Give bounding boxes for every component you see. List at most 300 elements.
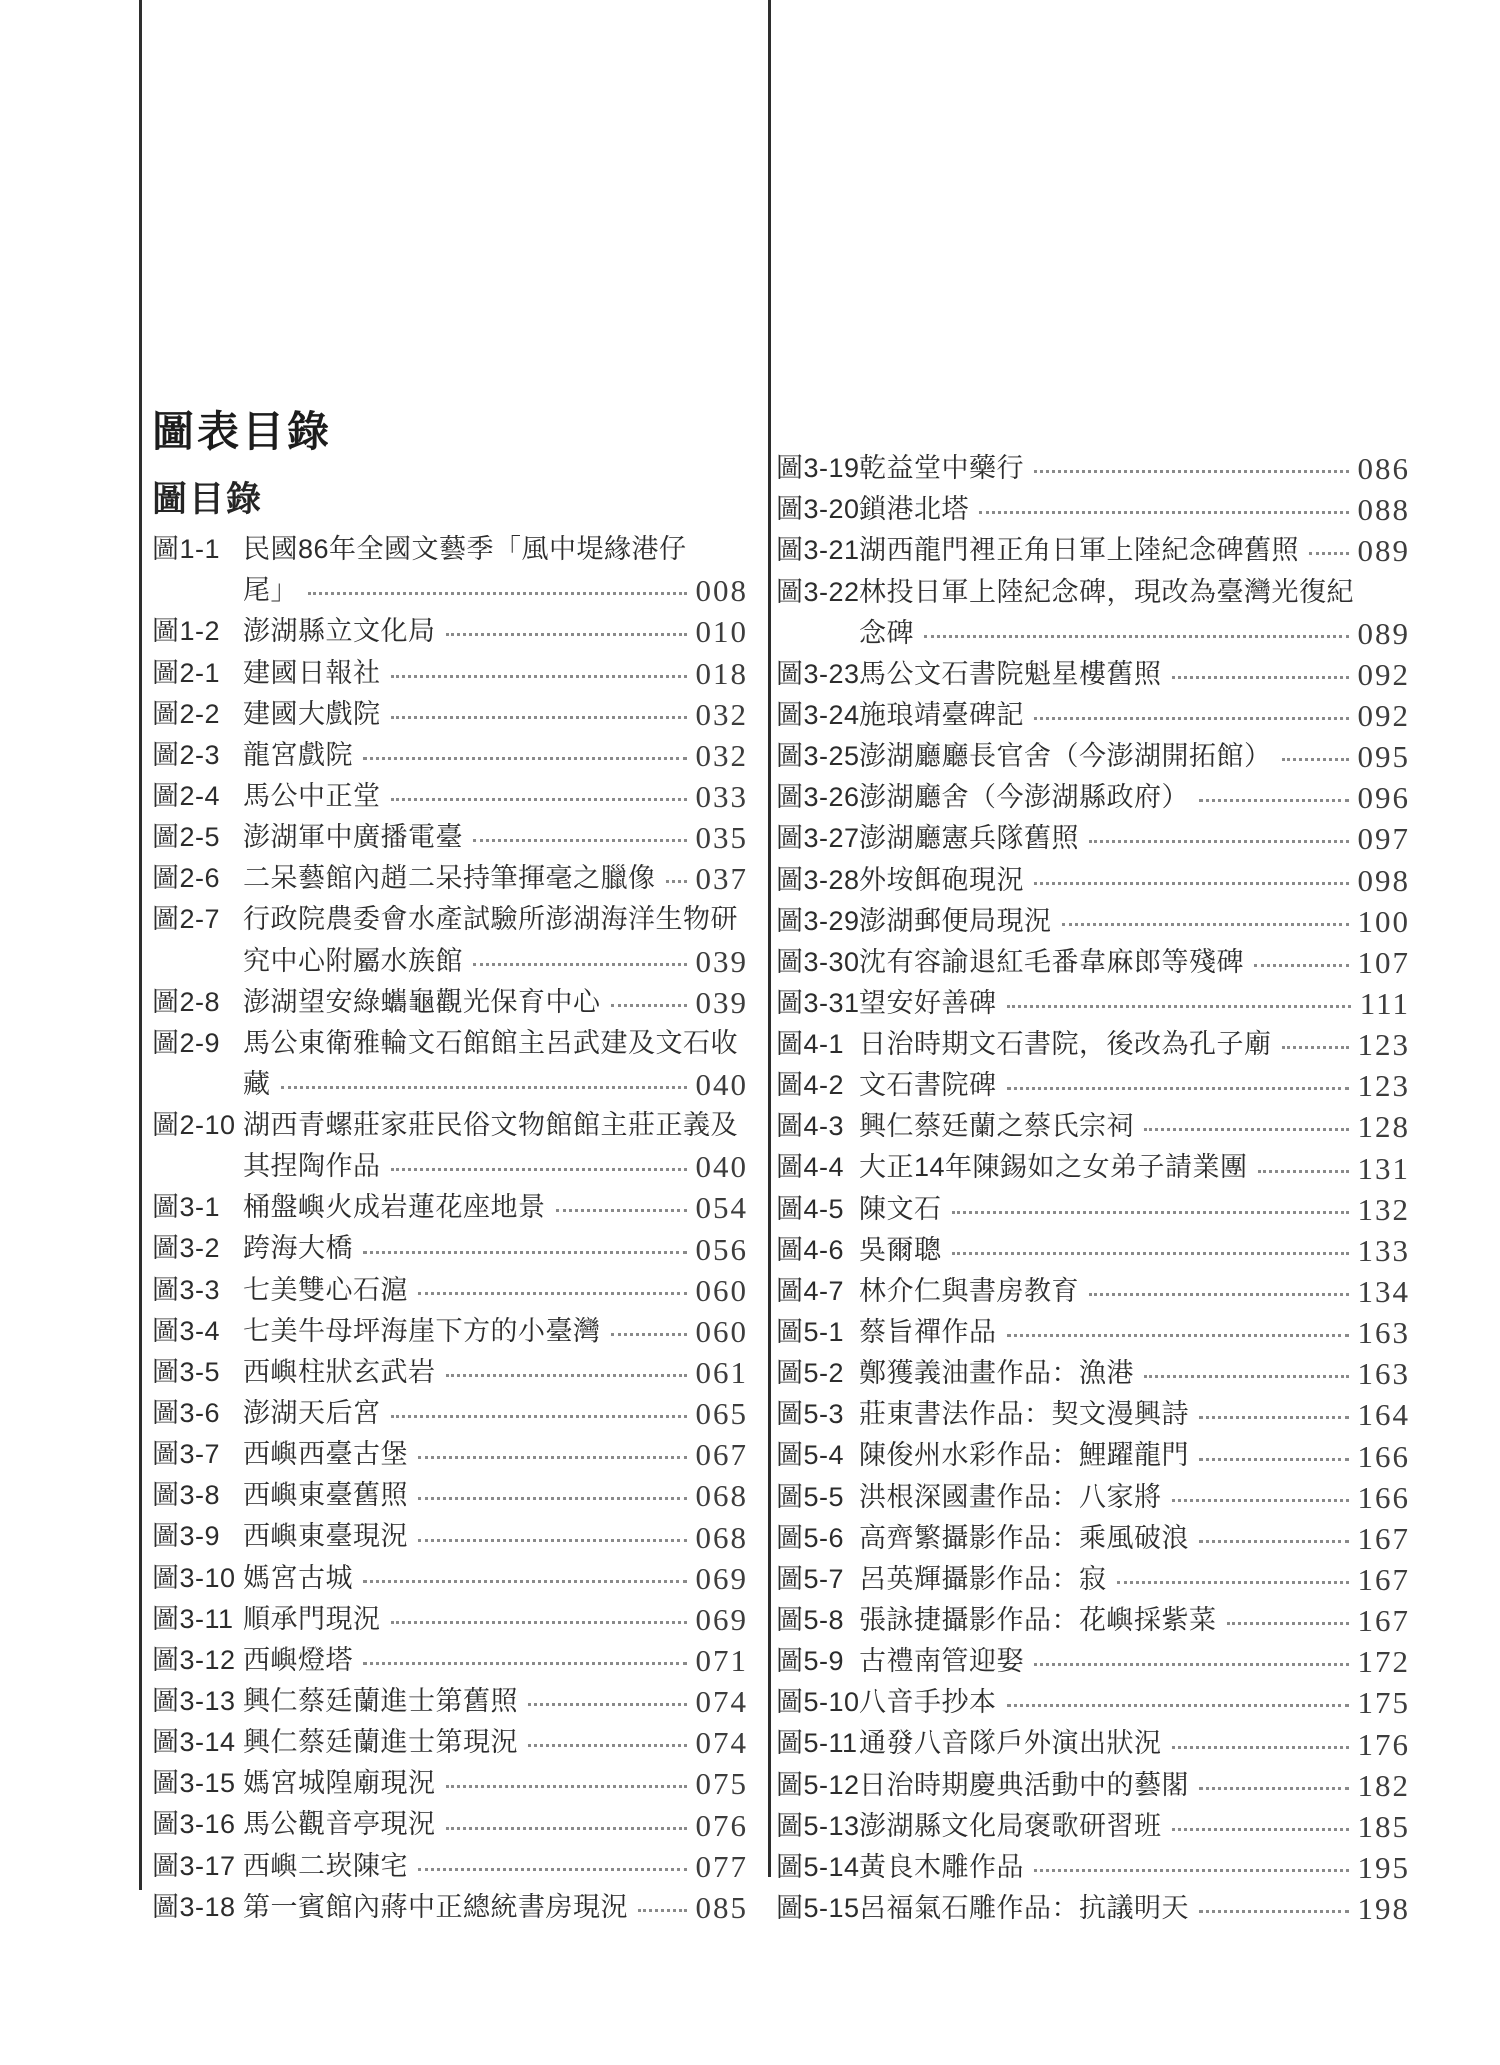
page-number: 100	[1357, 903, 1410, 939]
figure-title-text: 沈有容諭退紅毛番韋麻郎等殘碑	[859, 946, 1244, 977]
figure-title-text: 尾」	[243, 575, 298, 606]
figure-title-text: 西嶼二崁陳宅	[243, 1850, 408, 1881]
figure-number-label: 圖3-21	[776, 535, 860, 566]
page-number: 131	[1357, 1150, 1410, 1186]
dot-leader	[363, 1251, 687, 1254]
dot-leader	[1199, 1416, 1349, 1419]
figure-number-label: 圖3-16	[152, 1809, 236, 1840]
toc-entry-line	[776, 1472, 1410, 1513]
dot-leader	[391, 798, 687, 801]
figure-title-text: 澎湖天后宮	[243, 1398, 381, 1429]
figure-title-text: 馬公東衛雅輪文石館館主呂武建及文石收	[243, 1027, 738, 1058]
toc-entry-line	[152, 1059, 748, 1100]
figure-number-label: 圖4-3	[776, 1111, 845, 1142]
dot-leader	[924, 635, 1349, 638]
figure-title-text: 望安好善碑	[859, 987, 997, 1018]
figure-title-text: 第一賓館內蔣中正總統書房現況	[243, 1891, 628, 1922]
figure-title-text: 吳爾聰	[859, 1234, 942, 1265]
figure-title-text: 西嶼東臺現況	[243, 1521, 408, 1552]
page-number: 075	[695, 1766, 748, 1802]
toc-entry-line	[152, 812, 748, 856]
page-number: 092	[1357, 697, 1410, 733]
figure-number-label: 圖5-8	[776, 1605, 845, 1636]
figure-number-label: 圖3-19	[776, 453, 860, 484]
toc-entry-line	[152, 565, 748, 609]
figure-number-label: 圖3-28	[776, 864, 860, 895]
toc-entry-line	[152, 1429, 748, 1473]
toc-entry-line	[152, 1676, 748, 1720]
toc-entry-line	[152, 1553, 748, 1594]
toc-entry-line	[152, 1470, 748, 1514]
figure-number-label: 圖5-9	[776, 1646, 845, 1677]
figure-title-text: 鎖港北塔	[859, 494, 969, 525]
toc-entry-line	[152, 1635, 748, 1676]
page-number: 065	[695, 1396, 748, 1432]
toc-entry-line	[776, 1430, 1410, 1474]
figure-number-label: 圖4-2	[776, 1070, 845, 1101]
figure-number-label: 圖3-20	[776, 494, 860, 525]
page-number: 039	[695, 984, 748, 1020]
dot-leader	[1199, 1458, 1349, 1461]
toc-entry-line	[776, 1513, 1410, 1554]
figure-number-label: 圖3-7	[152, 1439, 221, 1470]
toc-entry-line	[152, 1882, 748, 1923]
figure-title-text: 七美雙心石滬	[243, 1274, 408, 1305]
page-number: 068	[695, 1519, 748, 1555]
toc-entry-line	[776, 525, 1410, 569]
figure-number-label: 圖1-2	[152, 616, 221, 647]
figure-title-text: 澎湖廳舍（今澎湖縣政府）	[859, 782, 1189, 813]
dot-leader	[1309, 552, 1349, 555]
figure-number-label: 圖5-14	[776, 1851, 860, 1882]
figure-number-label: 圖3-27	[776, 823, 860, 854]
figure-title-text: 湖西龍門裡正角日軍上陸紀念碑舊照	[859, 535, 1299, 566]
dot-leader	[1034, 470, 1349, 473]
dot-leader	[528, 1703, 687, 1706]
figure-title-text: 馬公觀音亭現況	[243, 1809, 436, 1840]
figure-title-text: 大正14年陳錫如之女弟子請業團	[859, 1152, 1248, 1183]
page-number: 089	[1357, 615, 1410, 651]
figure-title-text: 順承門現況	[243, 1603, 381, 1634]
dot-leader	[446, 1827, 687, 1830]
page-number: 166	[1357, 1479, 1410, 1515]
figure-title-text: 澎湖軍中廣播電臺	[243, 822, 463, 853]
toc-entry-line	[152, 1306, 748, 1347]
page-number: 069	[695, 1601, 748, 1637]
dot-leader	[1007, 1334, 1349, 1337]
figure-number-label: 圖3-5	[152, 1356, 221, 1387]
figure-number-label: 圖2-9	[152, 1027, 221, 1058]
dot-leader	[952, 1252, 1349, 1255]
figure-title-text: 日治時期文石書院，後改為孔子廟	[859, 1029, 1272, 1060]
dot-leader	[1034, 1869, 1349, 1872]
toc-entry-line	[152, 1594, 748, 1635]
toc-entry-line	[776, 608, 1410, 649]
toc-entry-line	[152, 1100, 748, 1141]
page-number: 167	[1357, 1603, 1410, 1639]
figure-title-text: 究中心附屬水族館	[243, 945, 463, 976]
dot-leader	[1144, 1375, 1349, 1378]
dot-leader	[638, 1909, 687, 1912]
page-number: 039	[695, 943, 748, 979]
page-number: 086	[1357, 451, 1410, 487]
figure-number-label: 圖3-2	[152, 1233, 221, 1264]
dot-leader	[1007, 1005, 1351, 1008]
figure-number-label: 圖4-1	[776, 1029, 845, 1060]
figure-number-label: 圖4-6	[776, 1234, 845, 1265]
page-number: 107	[1357, 944, 1410, 980]
dot-leader	[1172, 1828, 1349, 1831]
figure-title-text: 林介仁與書房教育	[859, 1275, 1079, 1306]
page-number: 198	[1357, 1891, 1410, 1927]
toc-entry-line	[776, 1718, 1410, 1762]
figure-title-text: 呂英輝攝影作品：寂	[859, 1563, 1107, 1594]
page-number: 132	[1357, 1191, 1410, 1227]
page-number: 123	[1357, 1068, 1410, 1104]
dot-leader	[952, 1211, 1349, 1214]
page-number: 018	[695, 655, 748, 691]
toc-entry-line	[776, 1060, 1410, 1104]
dot-leader	[1227, 1622, 1349, 1625]
section-subtitle: 圖目錄	[152, 480, 264, 519]
toc-entry-line	[152, 1511, 748, 1555]
figure-number-label: 圖3-17	[152, 1850, 236, 1881]
page-number: 182	[1357, 1767, 1410, 1803]
page-number: 095	[1357, 739, 1410, 775]
toc-entry-line	[776, 1842, 1410, 1883]
page-number: 133	[1357, 1232, 1410, 1268]
figure-title-text: 西嶼燈塔	[243, 1644, 353, 1675]
toc-entry-line	[776, 1760, 1410, 1801]
figure-title-text: 通發八音隊戶外演出狀況	[859, 1728, 1162, 1759]
figure-title-text: 洪根深國畫作品：八家將	[859, 1481, 1162, 1512]
page-number: 128	[1357, 1109, 1410, 1145]
dot-leader	[611, 1004, 687, 1007]
figure-title-text: 鄭獲義油畫作品：漁港	[859, 1358, 1134, 1389]
figure-number-label: 圖5-2	[776, 1358, 845, 1389]
toc-entry-line	[152, 977, 748, 1018]
toc-entry-line	[152, 1799, 748, 1843]
dot-leader	[1282, 758, 1349, 761]
dot-leader	[391, 1415, 687, 1418]
page-number: 074	[695, 1684, 748, 1720]
dot-leader	[1172, 1746, 1349, 1749]
toc-entry-line	[776, 1225, 1410, 1266]
page-number: 089	[1357, 533, 1410, 569]
page-number: 096	[1357, 780, 1410, 816]
figure-number-label: 圖5-5	[776, 1481, 845, 1512]
figure-number-label: 圖2-3	[152, 739, 221, 770]
figure-title-text: 呂福氣石雕作品：抗議明天	[859, 1893, 1189, 1924]
figure-title-text: 日治時期慶典活動中的藝閣	[859, 1769, 1189, 1800]
page-number: 088	[1357, 492, 1410, 528]
figure-title-text: 澎湖廳廳長官舍（今澎湖開拓館）	[859, 741, 1272, 772]
figure-number-label: 圖3-14	[152, 1727, 236, 1758]
dot-leader	[556, 1209, 687, 1212]
figure-list-right-column	[776, 443, 1410, 1927]
dot-leader	[1282, 1046, 1349, 1049]
page-number: 077	[695, 1848, 748, 1884]
figure-number-label: 圖2-4	[152, 780, 221, 811]
toc-entry-line	[776, 896, 1410, 937]
dot-leader	[473, 963, 687, 966]
page-number: 040	[695, 1149, 748, 1185]
dot-leader	[1034, 1663, 1349, 1666]
toc-entry-line	[776, 1595, 1410, 1639]
figure-title-text: 興仁蔡廷蘭之蔡氏宗祠	[859, 1111, 1134, 1142]
toc-entry-line	[152, 1347, 748, 1388]
page-number: 195	[1357, 1849, 1410, 1885]
toc-entry-line	[776, 1019, 1410, 1063]
page-number: 098	[1357, 862, 1410, 898]
toc-entry-line	[776, 937, 1410, 978]
figure-number-label: 圖3-9	[152, 1521, 221, 1552]
figure-title-text: 陳文石	[859, 1193, 942, 1224]
dot-leader	[1258, 1170, 1349, 1173]
figure-number-label: 圖2-8	[152, 986, 221, 1017]
figure-title-text: 念碑	[859, 617, 914, 648]
figure-number-label: 圖3-22	[776, 576, 860, 607]
figure-title-text: 黃良木雕作品	[859, 1851, 1024, 1882]
page-number: 111	[1359, 985, 1410, 1021]
dot-leader	[1034, 882, 1349, 885]
figure-title-text: 興仁蔡廷蘭進士第現況	[243, 1727, 518, 1758]
page-number: 123	[1357, 1027, 1410, 1063]
page-number: 076	[695, 1807, 748, 1843]
page-number: 134	[1357, 1273, 1410, 1309]
page-number: 176	[1357, 1726, 1410, 1762]
figure-number-label: 圖4-5	[776, 1193, 845, 1224]
figure-title-text: 二呆藝館內趙二呆持筆揮毫之臘像	[243, 863, 656, 894]
figure-number-label: 圖2-6	[152, 863, 221, 894]
page-number: 097	[1357, 821, 1410, 857]
dot-leader	[666, 880, 687, 883]
figure-number-label: 圖5-7	[776, 1563, 845, 1594]
figure-title-text: 媽宮古城	[243, 1562, 353, 1593]
toc-entry-line	[152, 1141, 748, 1185]
figure-title-text: 龍宮戲院	[243, 739, 353, 770]
toc-entry-line	[776, 566, 1410, 607]
page-number: 069	[695, 1560, 748, 1596]
page-title: 圖表目錄	[152, 410, 333, 456]
dot-leader	[473, 839, 687, 842]
dot-leader	[1199, 1910, 1349, 1913]
dot-leader	[979, 511, 1349, 514]
page-number: 068	[695, 1478, 748, 1514]
dot-leader	[1089, 1293, 1349, 1296]
toc-entry-line	[776, 690, 1410, 731]
dot-leader	[1007, 1704, 1349, 1707]
figure-title-text: 蔡旨禪作品	[859, 1317, 997, 1348]
toc-entry-line	[152, 1717, 748, 1761]
toc-entry-line	[776, 1101, 1410, 1145]
toc-entry-line	[152, 1841, 748, 1882]
figure-number-label: 圖2-10	[152, 1110, 236, 1141]
figure-number-label: 圖3-4	[152, 1315, 221, 1346]
page-number: 085	[695, 1889, 748, 1925]
figure-number-label: 圖3-23	[776, 658, 860, 689]
dot-leader	[1199, 1540, 1349, 1543]
figure-title-text: 建國日報社	[243, 657, 381, 688]
page-number: 033	[695, 778, 748, 814]
toc-entry-line	[776, 1348, 1410, 1392]
figure-number-label: 圖5-6	[776, 1522, 845, 1553]
figure-title-text: 西嶼東臺舊照	[243, 1480, 408, 1511]
dot-leader	[1034, 717, 1349, 720]
toc-entry-line	[152, 689, 748, 730]
toc-entry-line	[776, 443, 1410, 487]
figure-number-label: 圖3-15	[152, 1768, 236, 1799]
figure-title-text: 七美牛母坪海崖下方的小臺灣	[243, 1315, 601, 1346]
figure-title-text: 八音手抄本	[859, 1687, 997, 1718]
page-number: 092	[1357, 656, 1410, 692]
toc-entry-line	[776, 1266, 1410, 1307]
figure-number-label: 圖3-31	[776, 987, 860, 1018]
figure-number-label: 圖5-11	[776, 1728, 858, 1759]
dot-leader	[1062, 923, 1349, 926]
figure-title-text: 外垵餌砲現況	[859, 864, 1024, 895]
toc-entry-line	[152, 894, 748, 935]
figure-title-text: 媽宮城隍廟現況	[243, 1768, 436, 1799]
page-number: 172	[1357, 1644, 1410, 1680]
figure-title-text: 古禮南管迎娶	[859, 1646, 1024, 1677]
toc-entry-line	[152, 771, 748, 812]
figure-number-label: 圖2-1	[152, 657, 221, 688]
figure-list-left-column	[152, 524, 748, 1923]
toc-entry-line	[776, 731, 1410, 775]
figure-title-text: 乾益堂中藥行	[859, 453, 1024, 484]
dot-leader	[391, 716, 687, 719]
toc-entry-line	[776, 1801, 1410, 1842]
dot-leader	[418, 1292, 687, 1295]
dot-leader	[281, 1086, 687, 1089]
toc-entry-line	[776, 1184, 1410, 1225]
figure-number-label: 圖3-18	[152, 1891, 236, 1922]
toc-entry-line	[776, 1142, 1410, 1186]
figure-title-text: 澎湖縣立文化局	[243, 616, 436, 647]
figure-title-text: 興仁蔡廷蘭進士第舊照	[243, 1686, 518, 1717]
page-number: 167	[1357, 1520, 1410, 1556]
figure-number-label: 圖3-1	[152, 1192, 221, 1223]
dot-leader	[1199, 799, 1349, 802]
figure-number-label: 圖5-12	[776, 1769, 860, 1800]
page-number: 061	[695, 1354, 748, 1390]
center-column-rule	[768, 0, 771, 1877]
page-number: 074	[695, 1725, 748, 1761]
page-number: 032	[695, 696, 748, 732]
dot-leader	[308, 592, 687, 595]
page-number: 060	[695, 1313, 748, 1349]
figure-title-text: 文石書院碑	[859, 1070, 997, 1101]
figure-title-text: 林投日軍上陸紀念碑，現改為臺灣光復紀	[859, 576, 1354, 607]
figure-number-label: 圖3-24	[776, 699, 860, 730]
toc-entry-line	[776, 1883, 1410, 1927]
toc-entry-line	[152, 853, 748, 897]
dot-leader	[528, 1744, 687, 1747]
page-number: 060	[695, 1272, 748, 1308]
dot-leader	[1172, 676, 1349, 679]
toc-entry-line	[152, 1182, 748, 1226]
dot-leader	[418, 1456, 687, 1459]
toc-entry-line	[776, 1307, 1410, 1351]
figure-number-label: 圖5-4	[776, 1440, 845, 1471]
dot-leader	[363, 1580, 687, 1583]
page-number: 032	[695, 737, 748, 773]
toc-entry-line	[152, 606, 748, 650]
figure-number-label: 圖3-26	[776, 782, 860, 813]
figure-number-label: 圖3-12	[152, 1644, 236, 1675]
dot-leader	[446, 1785, 687, 1788]
figure-number-label: 圖2-7	[152, 904, 221, 935]
dot-leader	[1172, 1499, 1349, 1502]
figure-title-text: 桶盤嶼火成岩蓮花座地景	[243, 1192, 546, 1223]
figure-title-text: 建國大戲院	[243, 698, 381, 729]
page-number: 040	[695, 1066, 748, 1102]
dot-leader	[418, 1497, 687, 1500]
figure-title-text: 民國86年全國文藝季「風中堤緣港仔	[243, 534, 687, 565]
toc-entry-line	[152, 1018, 748, 1059]
figure-number-label: 圖3-13	[152, 1686, 236, 1717]
toc-entry-line	[152, 935, 748, 979]
figure-number-label: 圖5-3	[776, 1399, 845, 1430]
figure-title-text: 藏	[243, 1068, 271, 1099]
figure-number-label: 圖3-30	[776, 946, 860, 977]
toc-entry-line	[152, 1223, 748, 1267]
figure-title-text: 馬公文石書院魁星樓舊照	[859, 658, 1162, 689]
figure-title-text: 湖西青螺莊家莊民俗文物館館主莊正義及	[243, 1110, 738, 1141]
page-number: 167	[1357, 1561, 1410, 1597]
toc-entry-line	[152, 1265, 748, 1306]
page-number: 164	[1357, 1397, 1410, 1433]
dot-leader	[1144, 1128, 1349, 1131]
page-number: 054	[695, 1190, 748, 1226]
toc-entry-line	[776, 1636, 1410, 1680]
dot-leader	[1007, 1087, 1349, 1090]
figure-number-label: 圖5-13	[776, 1810, 860, 1841]
figure-number-label: 圖2-5	[152, 822, 221, 853]
page-number: 166	[1357, 1438, 1410, 1474]
page-number: 035	[695, 820, 748, 856]
toc-entry-line	[152, 524, 748, 565]
page-number: 010	[695, 614, 748, 650]
figure-title-text: 澎湖望安綠蠵龜觀光保育中心	[243, 986, 601, 1017]
dot-leader	[391, 675, 687, 678]
dot-leader	[1199, 1787, 1349, 1790]
toc-entry-line	[776, 484, 1410, 528]
figure-title-text: 澎湖廳憲兵隊舊照	[859, 823, 1079, 854]
page-number: 071	[695, 1642, 748, 1678]
figure-title-text: 馬公中正堂	[243, 780, 381, 811]
figure-number-label: 圖3-25	[776, 741, 860, 772]
figure-number-label: 圖1-1	[152, 534, 221, 565]
figure-title-text: 行政院農委會水產試驗所澎湖海洋生物研	[243, 904, 738, 935]
figure-number-label: 圖3-10	[152, 1562, 236, 1593]
toc-entry-line	[152, 730, 748, 771]
figure-number-label: 圖3-6	[152, 1398, 221, 1429]
toc-entry-line	[776, 813, 1410, 857]
figure-number-label: 圖3-11	[152, 1603, 234, 1634]
page-number: 163	[1357, 1356, 1410, 1392]
dot-leader	[611, 1333, 687, 1336]
dot-leader	[391, 1168, 687, 1171]
figure-title-text: 澎湖縣文化局褒歌研習班	[859, 1810, 1162, 1841]
figure-number-label: 圖2-2	[152, 698, 221, 729]
figure-title-text: 張詠捷攝影作品：花嶼採紫菜	[859, 1605, 1217, 1636]
figure-number-label: 圖3-3	[152, 1274, 221, 1305]
figure-number-label: 圖3-8	[152, 1480, 221, 1511]
figure-number-label: 圖5-10	[776, 1687, 860, 1718]
page-number: 056	[695, 1231, 748, 1267]
